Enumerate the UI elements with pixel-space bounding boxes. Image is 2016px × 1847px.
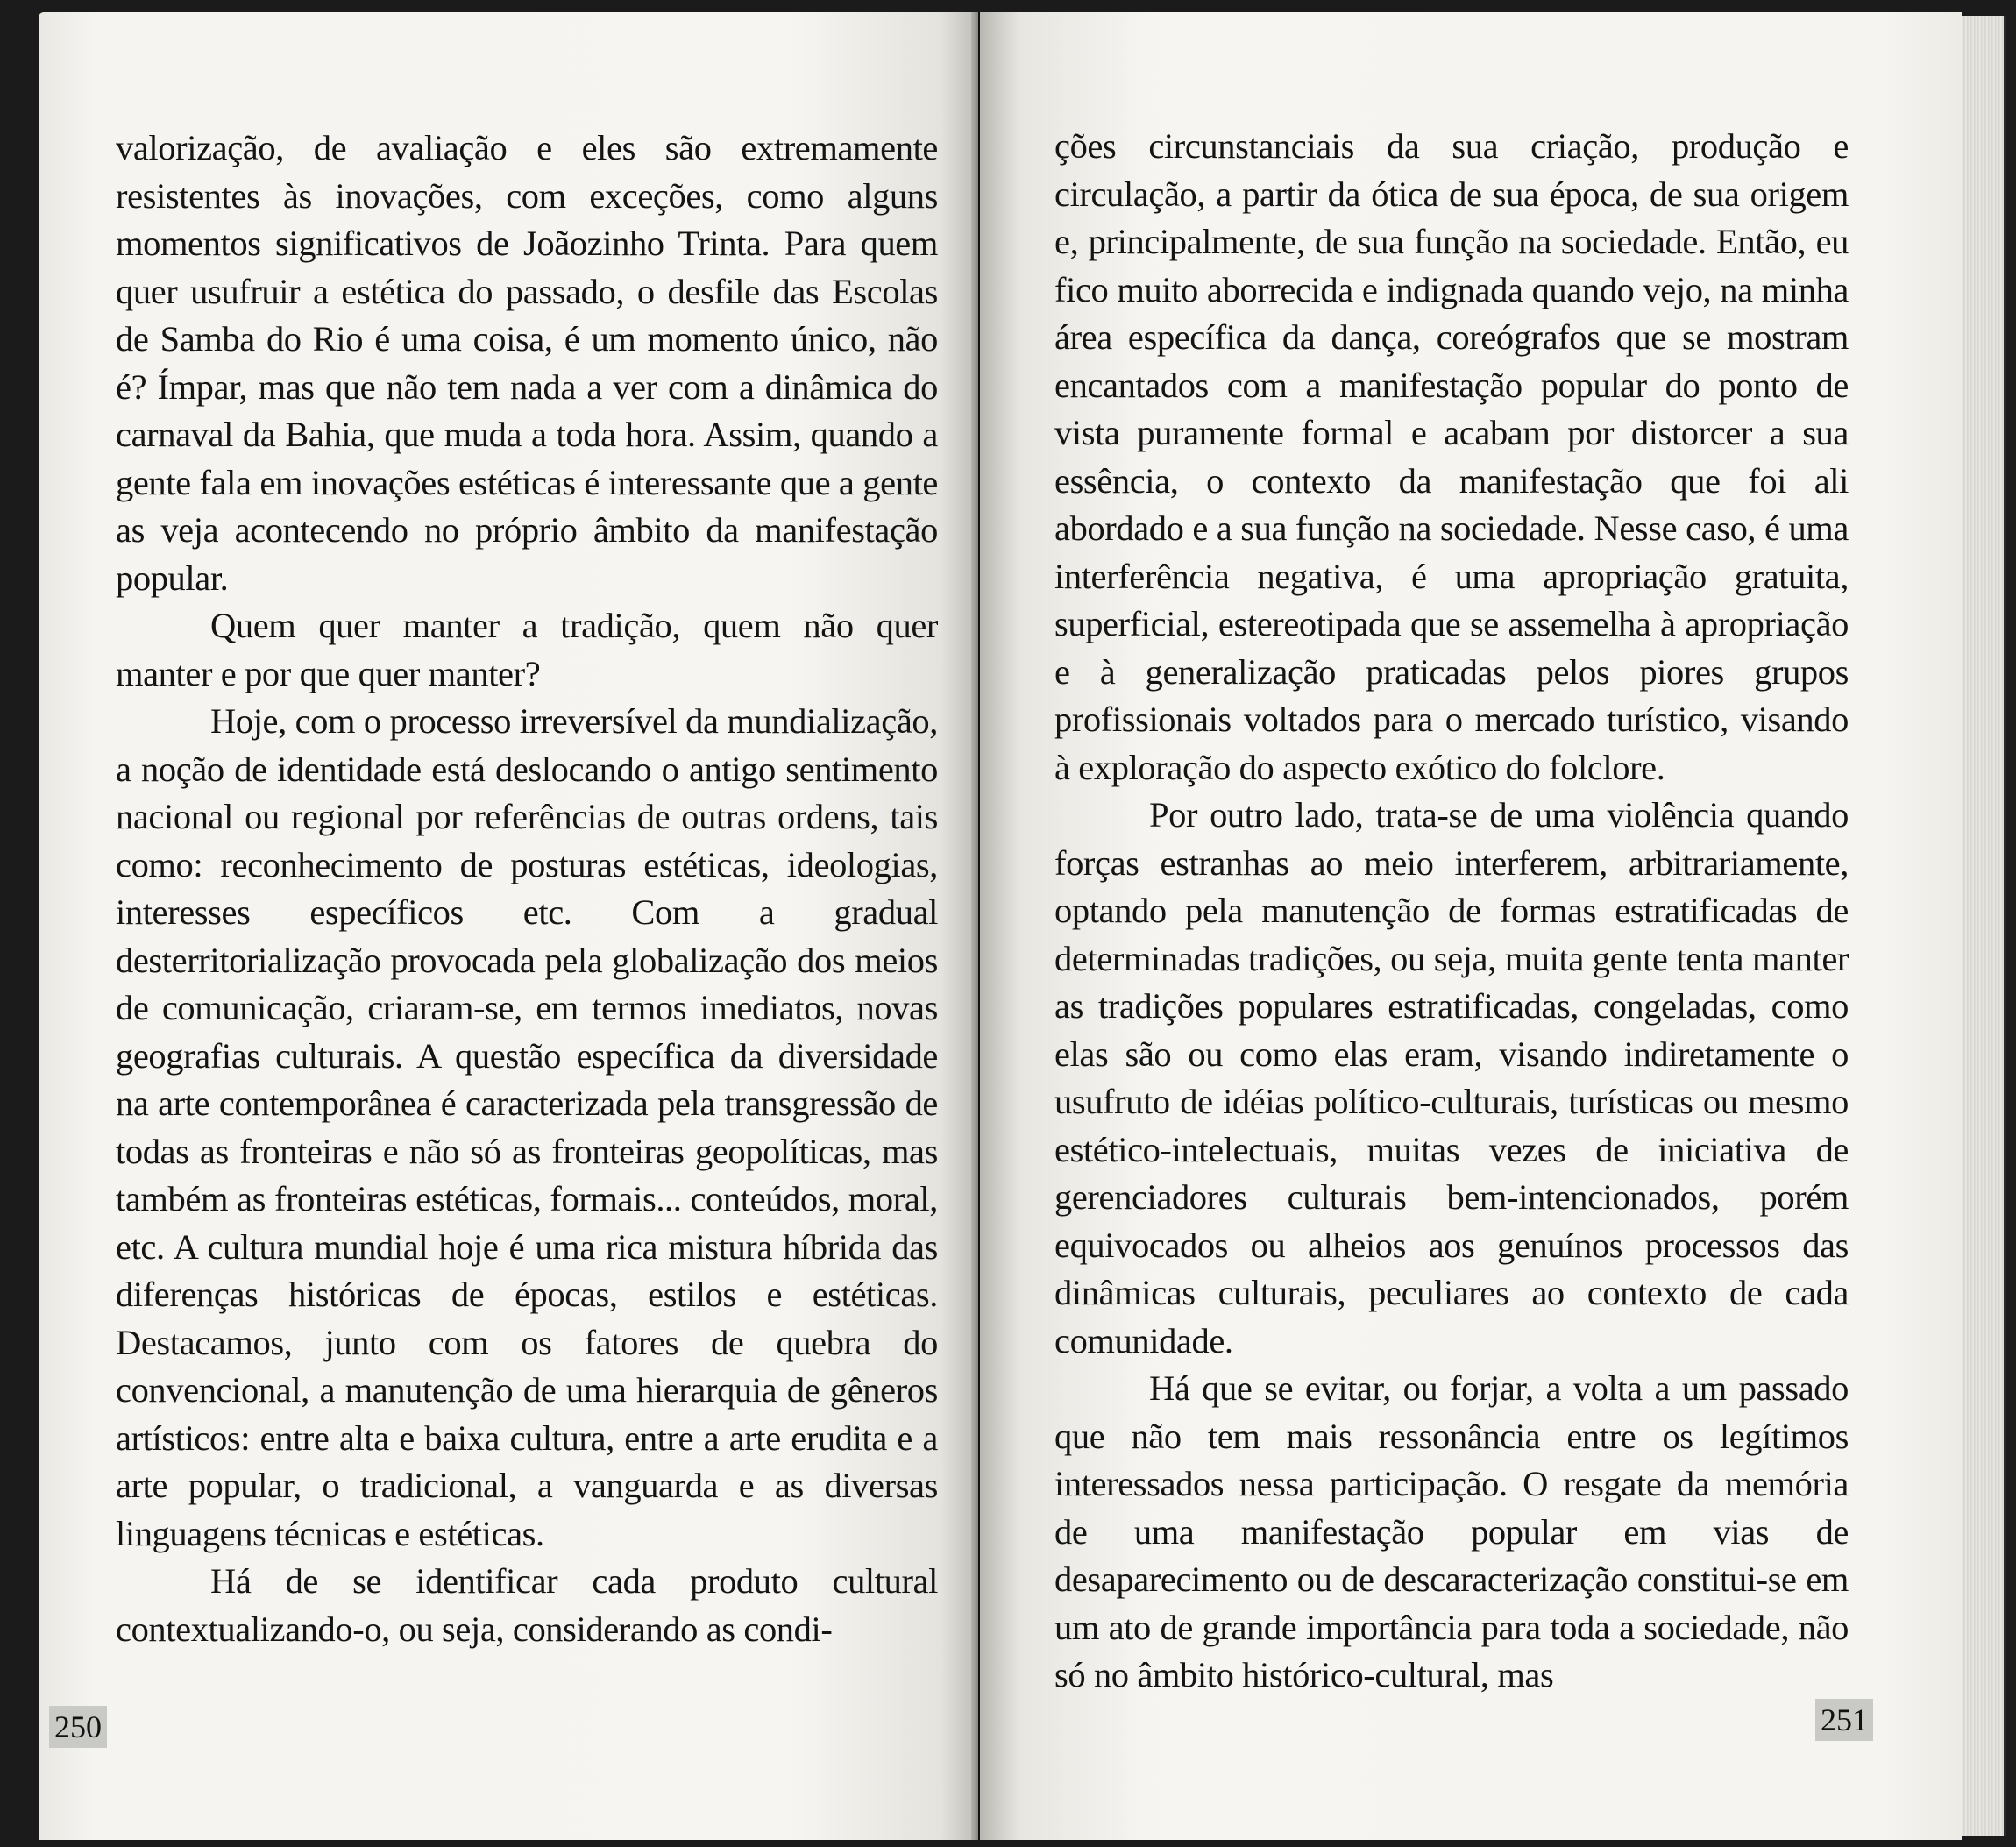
page-edges <box>1962 16 2006 1836</box>
page-number: 250 <box>49 1706 107 1748</box>
page-number: 251 <box>1815 1699 1873 1741</box>
left-page <box>39 12 978 1840</box>
paragraph: Por outro lado, trata-se de uma violência quando forças estranhas ao meio interferem, arbitrariamente, optando pela manutenção de formas estratificadas de determinadas tradições, ou seja, muita gente tenta manter as tradições populares estratificadas, congeladas, como elas são ou como elas eram, visando indiretamente o usufruto de idéias político-culturais, turísticas ou mesmo estético-intelectuais, muitas vezes de iniciativa de gerenciadores culturais bem-intencionados, porém equivocados ou alheios aos genuínos processos das dinâmicas culturais, peculiares ao contexto de cada comunidade. <box>1054 795 1849 1360</box>
right-page-text <box>1054 123 1849 1700</box>
paragraph: Há que se evitar, ou forjar, a volta a um passado que não tem mais ressonância entre os legítimos interessados nessa participação. O resgate da memória de uma manifestação popular em vias de desaparecimento ou de descaracterização constitui-se em um ato de grande importância para toda a sociedade, não só no âmbito histórico-cultural, mas <box>1054 1368 1849 1694</box>
paragraph: Hoje, com o processo irreversível da mundialização, a noção de identidade está deslocando o antigo sentimento nacional ou regional por referências de outras ordens, tais como: reconhecimento de posturas estéticas, ideologias, interesses específicos etc. Com a gradual desterritorialização provocada pela globalização dos meios de comunicação, criaram-se, em termos imediatos, novas geografias culturais. A questão específica da diversidade na arte contemporânea é caracterizada pela transgressão de todas as fronteiras e não só as fronteiras geopolíticas, mas também as fronteiras estéticas, formais... conteúdos, moral, etc. A cultura mundial hoje é uma rica mistura híbrida das diferenças históricas de épocas, estilos e estéticas. Destacamos, junto com os fatores de quebra do convencional, a manutenção de uma hierarquia de gêneros artísticos: entre alta e baixa cultura, entre a arte erudita e a arte popular, o tradicional, a vanguarda e as diversas linguagens técnicas e estéticas. <box>116 701 938 1553</box>
right-page <box>980 12 1962 1840</box>
paragraph: valorização, de avaliação e eles são extremamente resistentes às inovações, com exceções, como alguns momentos significativos de Joãozinho Trinta. Para quem quer usufruir a estética do passado, o desfile das Escolas de Samba do Rio é uma coisa, é um momento único, não é? Ímpar, mas que não tem nada a ver com a dinâmica do carnaval da Bahia, que muda a toda hora. Assim, quando a gente fala em inovações estéticas é interessante que a gente as veja acontecendo no próprio âmbito da manifestação popular. <box>116 128 938 598</box>
paragraph: Quem quer manter a tradição, quem não quer manter e por que quer manter? <box>116 606 938 693</box>
left-page-text <box>116 124 938 1653</box>
paragraph: ções circunstanciais da sua criação, produção e circulação, a partir da ótica de sua época, de sua origem e, principalmente, de sua função na sociedade. Então, eu fico muito aborrecida e indignada quando vejo, na minha área específica da dança, coreógrafos que se mostram encantados com a manifestação popular do ponto de vista puramente formal e acabam por distorcer a sua essência, o contexto da manifestação que foi ali abordado e a sua função na sociedade. Nesse caso, é uma interferência negativa, é uma apropriação gratuita, superficial, estereotipada que se assemelha à apropriação e à generalização praticadas pelos piores grupos profissionais voltados para o mercado turístico, visando à exploração do aspecto exótico do folclore. <box>1054 126 1849 787</box>
paragraph: Há de se identificar cada produto cultural contextualizando-o, ou seja, considerando as condi- <box>116 1561 938 1649</box>
